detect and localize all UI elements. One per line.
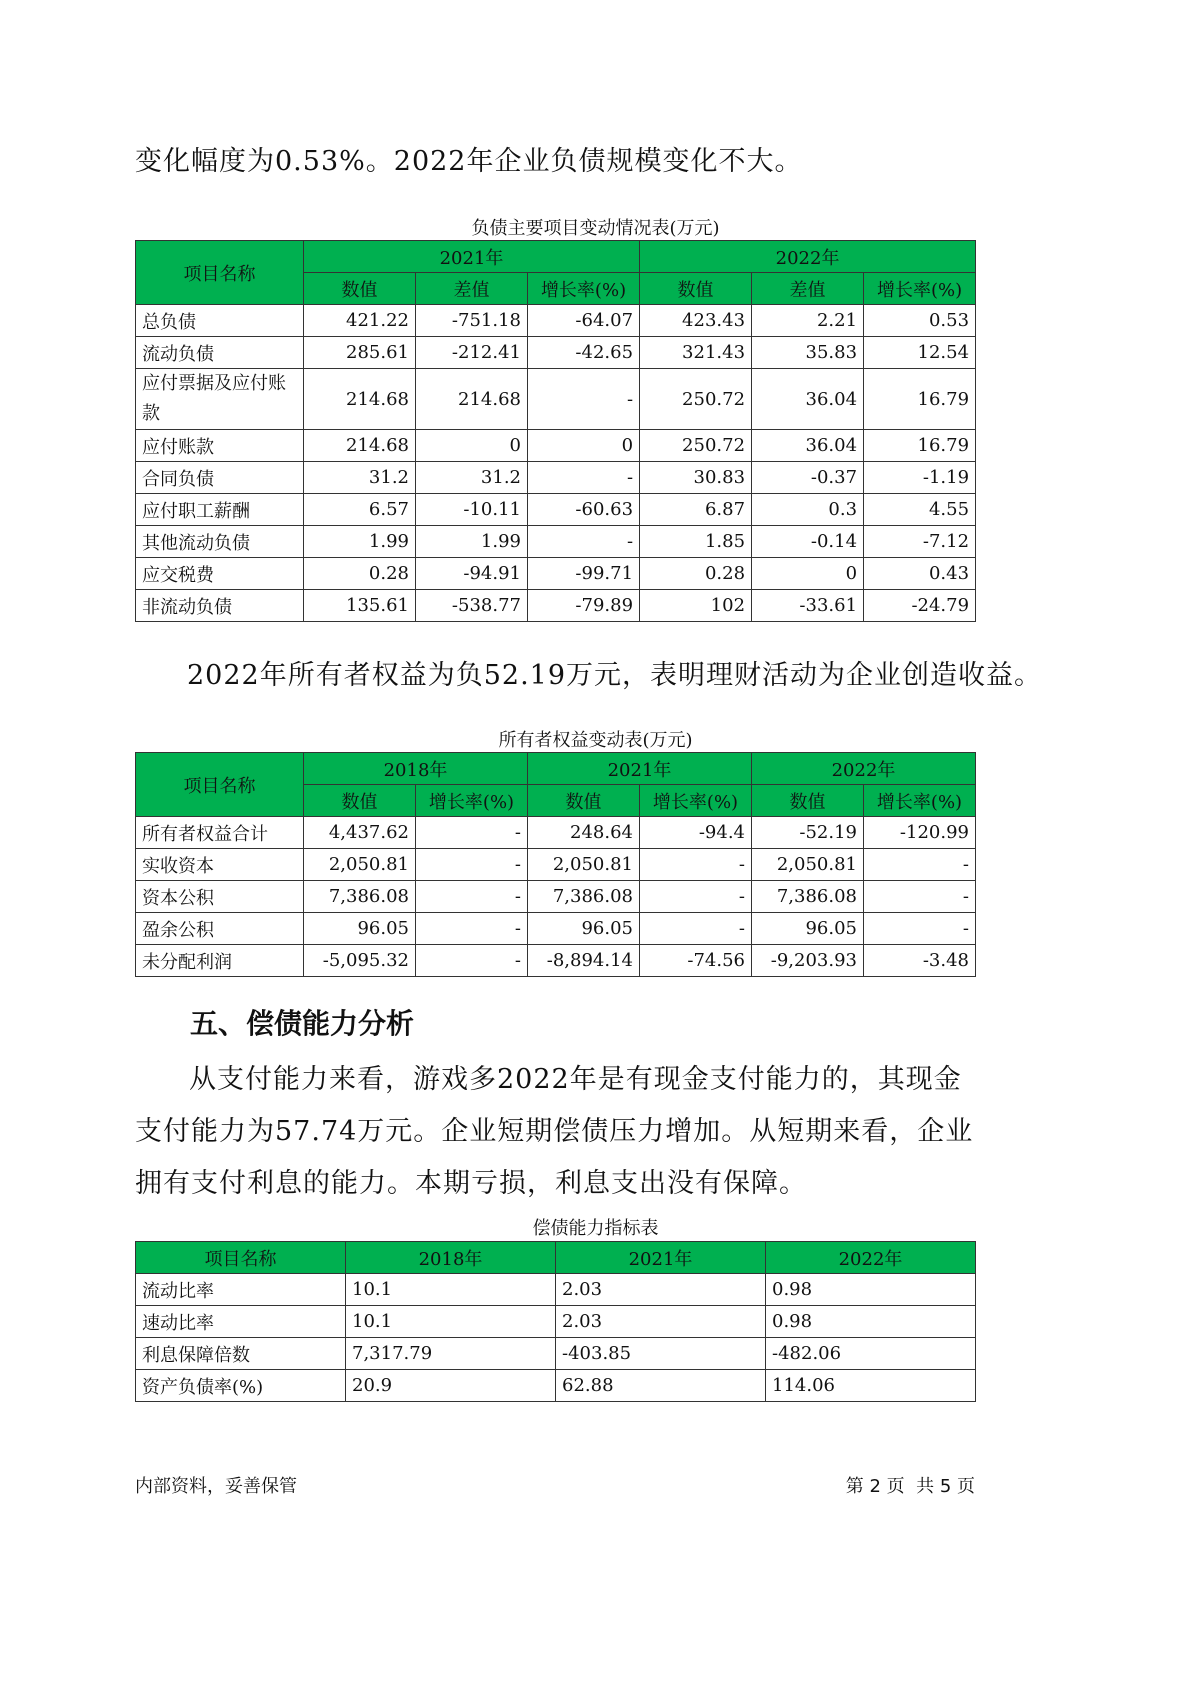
table-cell: 31.2 [416,462,528,494]
table-cell: -8,894.14 [528,945,640,977]
table-cell: 0.98 [766,1306,976,1338]
table-cell: 0.98 [766,1274,976,1306]
table-cell: 1.99 [416,526,528,558]
table-cell: 0.53 [864,305,976,337]
row-label: 其他流动负债 [136,526,304,558]
row-label: 速动比率 [136,1306,346,1338]
table-row [136,369,976,430]
table1-caption: 负债主要项目变动情况表(万元) [471,218,720,239]
table-cell: 12.54 [864,337,976,369]
row-label: 所有者权益合计 [136,817,304,849]
table-cell: - [640,849,752,881]
table-cell: 214.68 [416,369,528,430]
table1-subheader: 数值 [640,273,752,305]
table-cell: -33.61 [752,590,864,622]
table-cell: -52.19 [752,817,864,849]
table-cell: -751.18 [416,305,528,337]
table-row [136,945,976,977]
table-cell: 7,386.08 [304,881,416,913]
table2-item-header: 项目名称 [136,753,304,817]
table2-subheader: 数值 [528,785,640,817]
solvency-table [135,1241,976,1402]
table-cell: 7,386.08 [528,881,640,913]
table-cell: 0 [752,558,864,590]
table-cell: 10.1 [346,1306,556,1338]
table-cell: -482.06 [766,1338,976,1370]
table-cell: 36.04 [752,430,864,462]
table-cell: 20.9 [346,1370,556,1402]
row-label: 非流动负债 [136,590,304,622]
liabilities-table [135,240,976,622]
table-cell: -99.71 [528,558,640,590]
table-cell: - [528,526,640,558]
table-cell: -79.89 [528,590,640,622]
table-row [136,881,976,913]
table-cell: 16.79 [864,369,976,430]
table-cell: 2.03 [556,1306,766,1338]
table3-header: 2018年 [346,1242,556,1274]
row-label: 利息保障倍数 [136,1338,346,1370]
footer-page-number: 第 2 页 共 5 页 [845,1476,975,1497]
row-label: 流动比率 [136,1274,346,1306]
table1-subheader: 差值 [416,273,528,305]
table-cell: - [528,462,640,494]
table-cell: 214.68 [304,369,416,430]
table-cell: 0 [416,430,528,462]
table-cell: 96.05 [752,913,864,945]
row-label: 实收资本 [136,849,304,881]
table-cell: 30.83 [640,462,752,494]
table-row [136,849,976,881]
table-cell: - [864,881,976,913]
row-label: 盈余公积 [136,913,304,945]
table-cell: 96.05 [528,913,640,945]
row-label: 资产负债率(%) [136,1370,346,1402]
table-row [136,913,976,945]
table2-subheader: 数值 [752,785,864,817]
table3-caption: 偿债能力指标表 [532,1218,659,1239]
table-row [136,462,976,494]
table-cell: 250.72 [640,369,752,430]
table-cell: 4,437.62 [304,817,416,849]
table-cell: -64.07 [528,305,640,337]
table-cell: 0.28 [304,558,416,590]
table-cell: 0.28 [640,558,752,590]
table-cell: 250.72 [640,430,752,462]
table-cell: - [528,369,640,430]
table-cell: 285.61 [304,337,416,369]
table-cell: -5,095.32 [304,945,416,977]
table1-group-2021: 2021年 [304,241,640,273]
table-cell: 321.43 [640,337,752,369]
table-cell: - [416,849,528,881]
table-cell: 2.03 [556,1274,766,1306]
table-cell: 62.88 [556,1370,766,1402]
solvency-paragraph: 从支付能力来看，游戏多2022年是有现金支付能力的，其现金支付能力为57.74万元。企业短期偿债压力增加。从短期来看，企业拥有支付利息的能力。本期亏损，利息支出没有保障。 [135,1064,974,1199]
table-cell: 114.06 [766,1370,976,1402]
table-cell: - [640,881,752,913]
row-label: 未分配利润 [136,945,304,977]
section-heading: 五、偿债能力分析 [190,1007,415,1040]
table1-subheader: 增长率(%) [528,273,640,305]
table-row [136,817,976,849]
table-cell: 2,050.81 [752,849,864,881]
table-row [136,430,976,462]
table3-header: 项目名称 [136,1242,346,1274]
table2-subheader: 增长率(%) [640,785,752,817]
table-cell: 7,317.79 [346,1338,556,1370]
table-cell: -94.91 [416,558,528,590]
table-row [136,1306,976,1338]
table-cell: - [416,817,528,849]
table3-header: 2022年 [766,1242,976,1274]
table-cell: 135.61 [304,590,416,622]
table-cell: - [416,945,528,977]
table-cell: -403.85 [556,1338,766,1370]
row-label: 合同负债 [136,462,304,494]
row-label: 总负债 [136,305,304,337]
table-cell: -9,203.93 [752,945,864,977]
table-row [136,590,976,622]
table2-caption: 所有者权益变动表(万元) [498,730,693,751]
table1-subheader: 数值 [304,273,416,305]
table-cell: - [640,913,752,945]
table2-subheader: 增长率(%) [416,785,528,817]
table-cell: -212.41 [416,337,528,369]
table-row [136,1370,976,1402]
footer-confidential: 内部资料，妥善保管 [135,1476,297,1497]
table-cell: 2,050.81 [528,849,640,881]
table2-subheader: 数值 [304,785,416,817]
table-cell: 423.43 [640,305,752,337]
table-row [136,526,976,558]
table-cell: -538.77 [416,590,528,622]
row-label: 资本公积 [136,881,304,913]
intro-text: 变化幅度为0.53%。2022年企业负债规模变化不大。 [135,146,803,177]
table-row [136,558,976,590]
row-label: 应交税费 [136,558,304,590]
table1-subheader: 差值 [752,273,864,305]
table2-group-2022: 2022年 [752,753,976,785]
table-cell: 2.21 [752,305,864,337]
table1-subheader: 增长率(%) [864,273,976,305]
table-cell: -0.37 [752,462,864,494]
table-cell: -120.99 [864,817,976,849]
table2-group-2018: 2018年 [304,753,528,785]
row-label: 应付账款 [136,430,304,462]
table-cell: 214.68 [304,430,416,462]
table-cell: 102 [640,590,752,622]
row-label: 流动负债 [136,337,304,369]
table-cell: 0 [528,430,640,462]
table-cell: 1.85 [640,526,752,558]
table-cell: 1.99 [304,526,416,558]
table-cell: -60.63 [528,494,640,526]
row-label: 应付职工薪酬 [136,494,304,526]
table1-item-header: 项目名称 [136,241,304,305]
table-cell: 31.2 [304,462,416,494]
table-cell: - [864,913,976,945]
row-label: 应付票据及应付账款 [136,369,304,430]
table-cell: -74.56 [640,945,752,977]
table-cell: - [864,849,976,881]
table-cell: - [416,881,528,913]
table-cell: - [416,913,528,945]
table-row [136,494,976,526]
table-cell: -0.14 [752,526,864,558]
table-cell: 35.83 [752,337,864,369]
table-row [136,337,976,369]
table-cell: 421.22 [304,305,416,337]
table-cell: -42.65 [528,337,640,369]
table-cell: -94.4 [640,817,752,849]
table-cell: 6.87 [640,494,752,526]
table-cell: 36.04 [752,369,864,430]
table1-group-2022: 2022年 [640,241,976,273]
table-cell: 4.55 [864,494,976,526]
table-cell: -3.48 [864,945,976,977]
equity-text: 2022年所有者权益为负52.19万元，表明理财活动为企业创造收益。 [187,660,1043,691]
table-cell: 16.79 [864,430,976,462]
table-cell: 96.05 [304,913,416,945]
table-row [136,305,976,337]
table-cell: 7,386.08 [752,881,864,913]
equity-table [135,752,976,977]
table-cell: 0.43 [864,558,976,590]
table-cell: -10.11 [416,494,528,526]
table-cell: 248.64 [528,817,640,849]
table-row [136,1338,976,1370]
table-cell: -24.79 [864,590,976,622]
table3-header: 2021年 [556,1242,766,1274]
table-cell: 2,050.81 [304,849,416,881]
table-cell: 0.3 [752,494,864,526]
table2-subheader: 增长率(%) [864,785,976,817]
table-cell: 6.57 [304,494,416,526]
table-cell: 10.1 [346,1274,556,1306]
table-cell: -1.19 [864,462,976,494]
table-cell: -7.12 [864,526,976,558]
table2-group-2021: 2021年 [528,753,752,785]
table-row [136,1274,976,1306]
